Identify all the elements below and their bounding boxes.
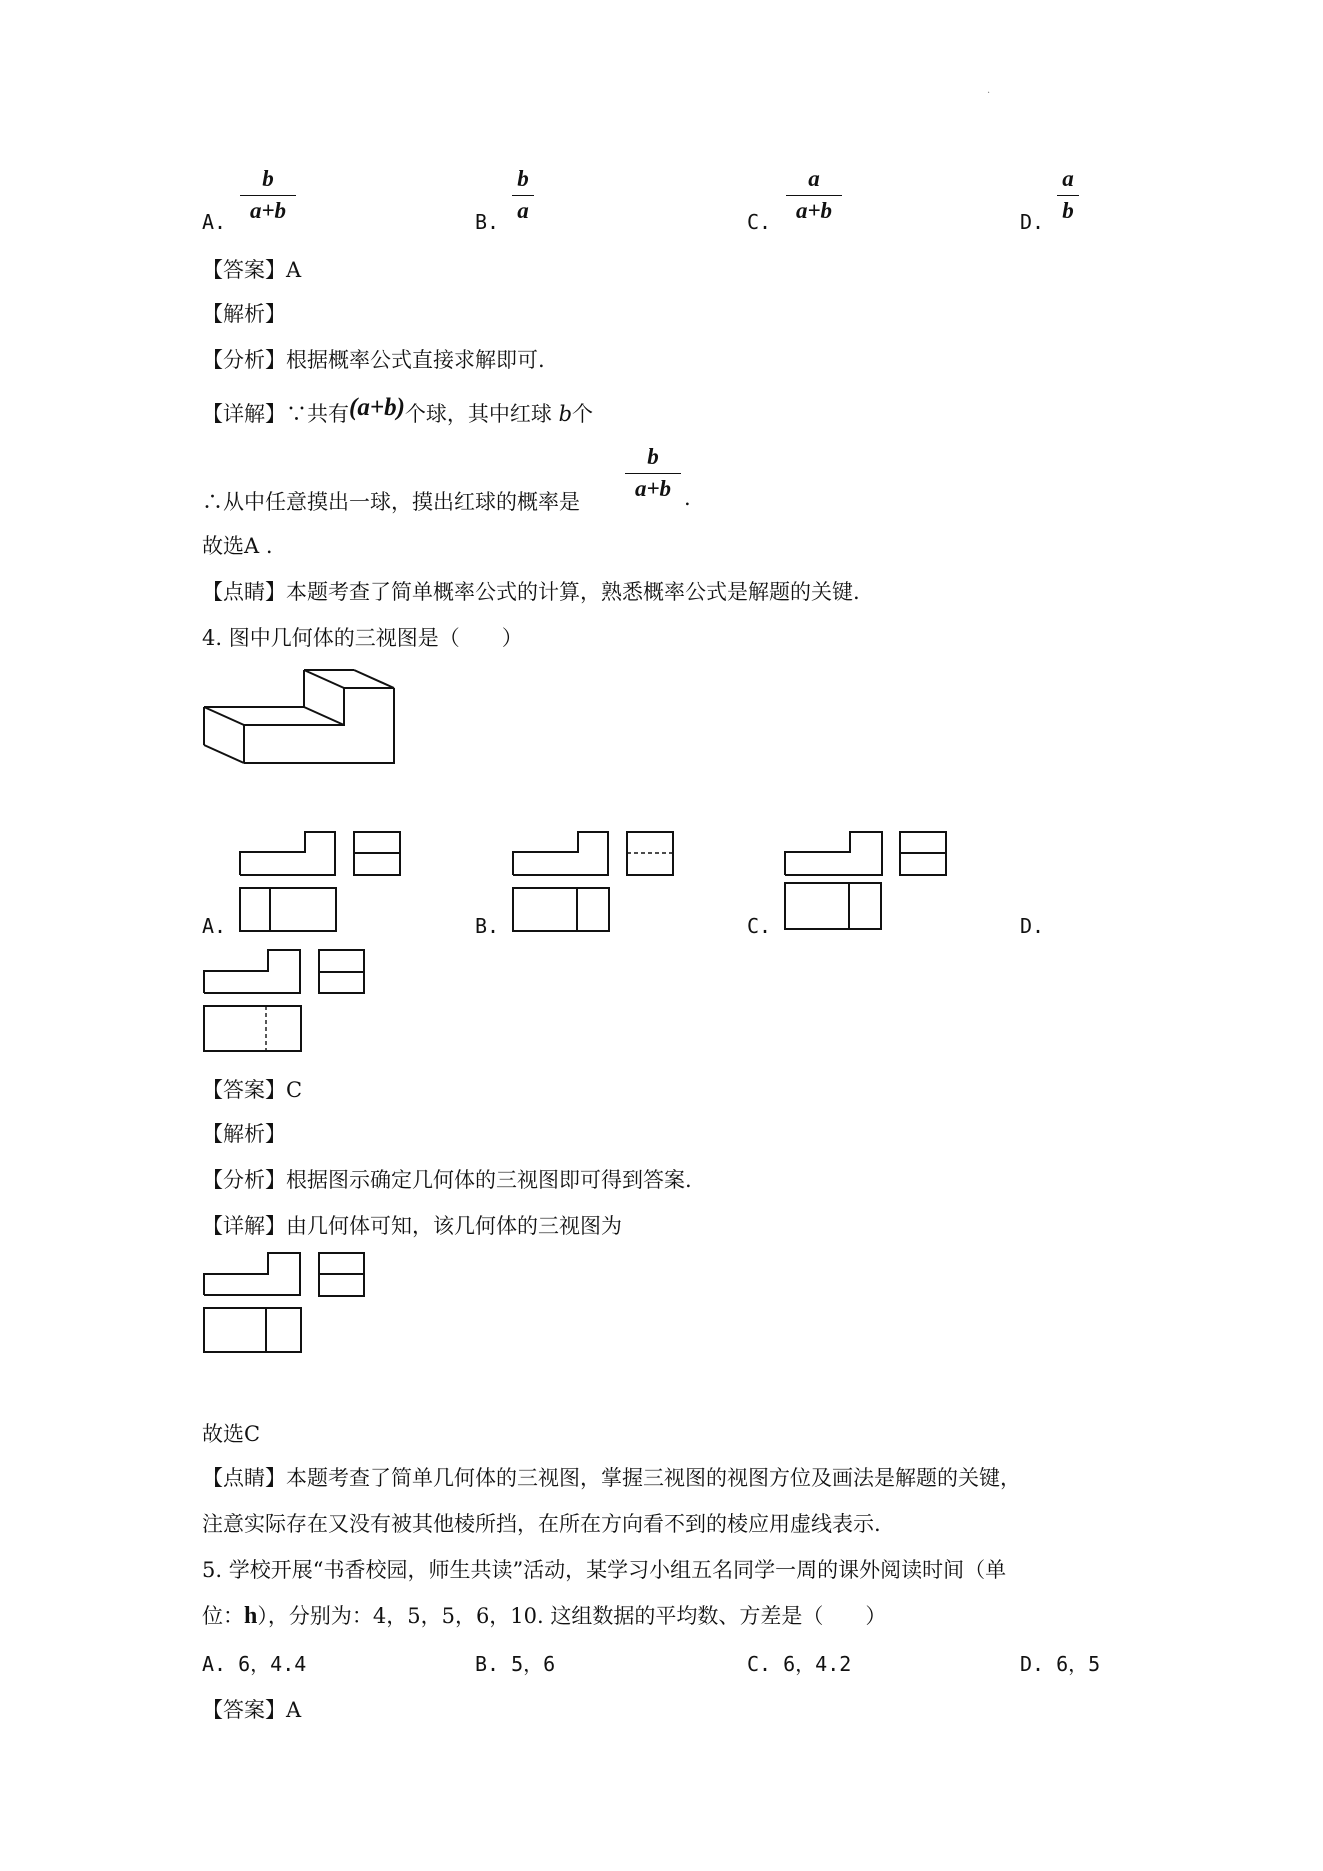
q5-stem-line2 [202, 1600, 886, 1630]
q4-fenxi: 【分析】根据图示确定几何体的三视图即可得到答案. [202, 1168, 692, 1192]
q3-option-c-numerator: a [808, 166, 820, 191]
q3-fenxi: 【分析】根据概率公式直接求解即可. [202, 348, 545, 372]
q4-option-b-label: B. [475, 914, 500, 938]
q3-detail-mid: 个球，其中红球 [404, 402, 552, 426]
q3-option-a-label: A. [202, 210, 227, 234]
q4-option-d-label: D. [1020, 914, 1045, 938]
q3-therefore-end: . [684, 486, 691, 510]
q3-option-b-label: B. [475, 210, 500, 234]
q3-analysis-heading: 【解析】 [202, 302, 286, 326]
q3-option-c-label: C. [747, 210, 772, 234]
q4-option-c-label: C. [747, 914, 772, 938]
q5-stem-line1: 5. 学校开展“书香校园，师生共读”活动，某学习小组五名同学一周的课外阅读时间（单 [202, 1558, 1007, 1582]
q4-dianjing-line1: 【点睛】本题考查了简单几何体的三视图，掌握三视图的视图方位及画法是解题的关键， [202, 1466, 1021, 1490]
q3-option-c-denominator: a+b [795, 198, 833, 223]
q5-option-c: C. 6，4.2 [747, 1652, 852, 1676]
q4-option-c-views [785, 832, 946, 929]
q4-option-d-views [204, 950, 364, 1051]
q4-analysis-heading: 【解析】 [202, 1122, 286, 1146]
q3-answer: 【答案】A [202, 258, 302, 282]
q3-option-d-label: D. [1020, 210, 1045, 234]
q4-answer: 【答案】C [202, 1078, 303, 1102]
q4-stem: 4. 图中几何体的三视图是（ ） [202, 626, 523, 650]
q3-choose: 故选A . [202, 534, 273, 558]
q3-option-b-denominator: a [517, 198, 529, 223]
q3-detail-prefix: 【详解】∵共有 [202, 402, 349, 426]
q5-stem-prefix: 位： [202, 1604, 244, 1628]
q3-therefore-text: ∴从中任意摸出一球，摸出红球的概率是 [202, 490, 580, 514]
q5-option-d: D. 6，5 [1020, 1652, 1101, 1676]
q3-therefore-numerator: b [647, 444, 659, 469]
q5-unit: h [244, 1603, 258, 1629]
q3-option-d-numerator: a [1062, 166, 1074, 191]
q5-option-b: B. 5，6 [475, 1652, 556, 1676]
q4-choose: 故选C [202, 1422, 261, 1446]
q3-option-a-numerator: b [262, 166, 274, 191]
q3-detail-var: b [558, 402, 573, 426]
q4-option-b-views [513, 832, 673, 931]
q4-option-a-label: A. [202, 914, 227, 938]
q5-answer: 【答案】A [202, 1698, 302, 1722]
q3-option-a-denominator: a+b [249, 198, 287, 223]
q3-option-b-numerator: b [517, 166, 529, 191]
q3-detail-suffix: 个 [572, 402, 594, 426]
q4-dianjing-line2: 注意实际存在又没有被其他棱所挡，在所在方向看不到的棱应用虚线表示. [202, 1512, 881, 1536]
q4-solution-views [204, 1253, 364, 1352]
q5-option-a: A. 6，4.4 [202, 1652, 307, 1676]
q3-option-d-denominator: b [1062, 198, 1074, 223]
q4-detail: 【详解】由几何体可知，该几何体的三视图为 [202, 1214, 622, 1238]
q3-dianjing: 【点睛】本题考查了简单概率公式的计算，熟悉概率公式是解题的关键. [202, 580, 860, 604]
q3-therefore-denominator: a+b [634, 476, 672, 501]
q3-detail-expr: (a+b) [349, 394, 405, 421]
page-mark: · [987, 88, 991, 99]
q4-option-a-views [240, 832, 400, 931]
q5-stem-suffix: ），分别为：4，5，5，6，10. 这组数据的平均数、方差是（ ） [257, 1604, 887, 1628]
